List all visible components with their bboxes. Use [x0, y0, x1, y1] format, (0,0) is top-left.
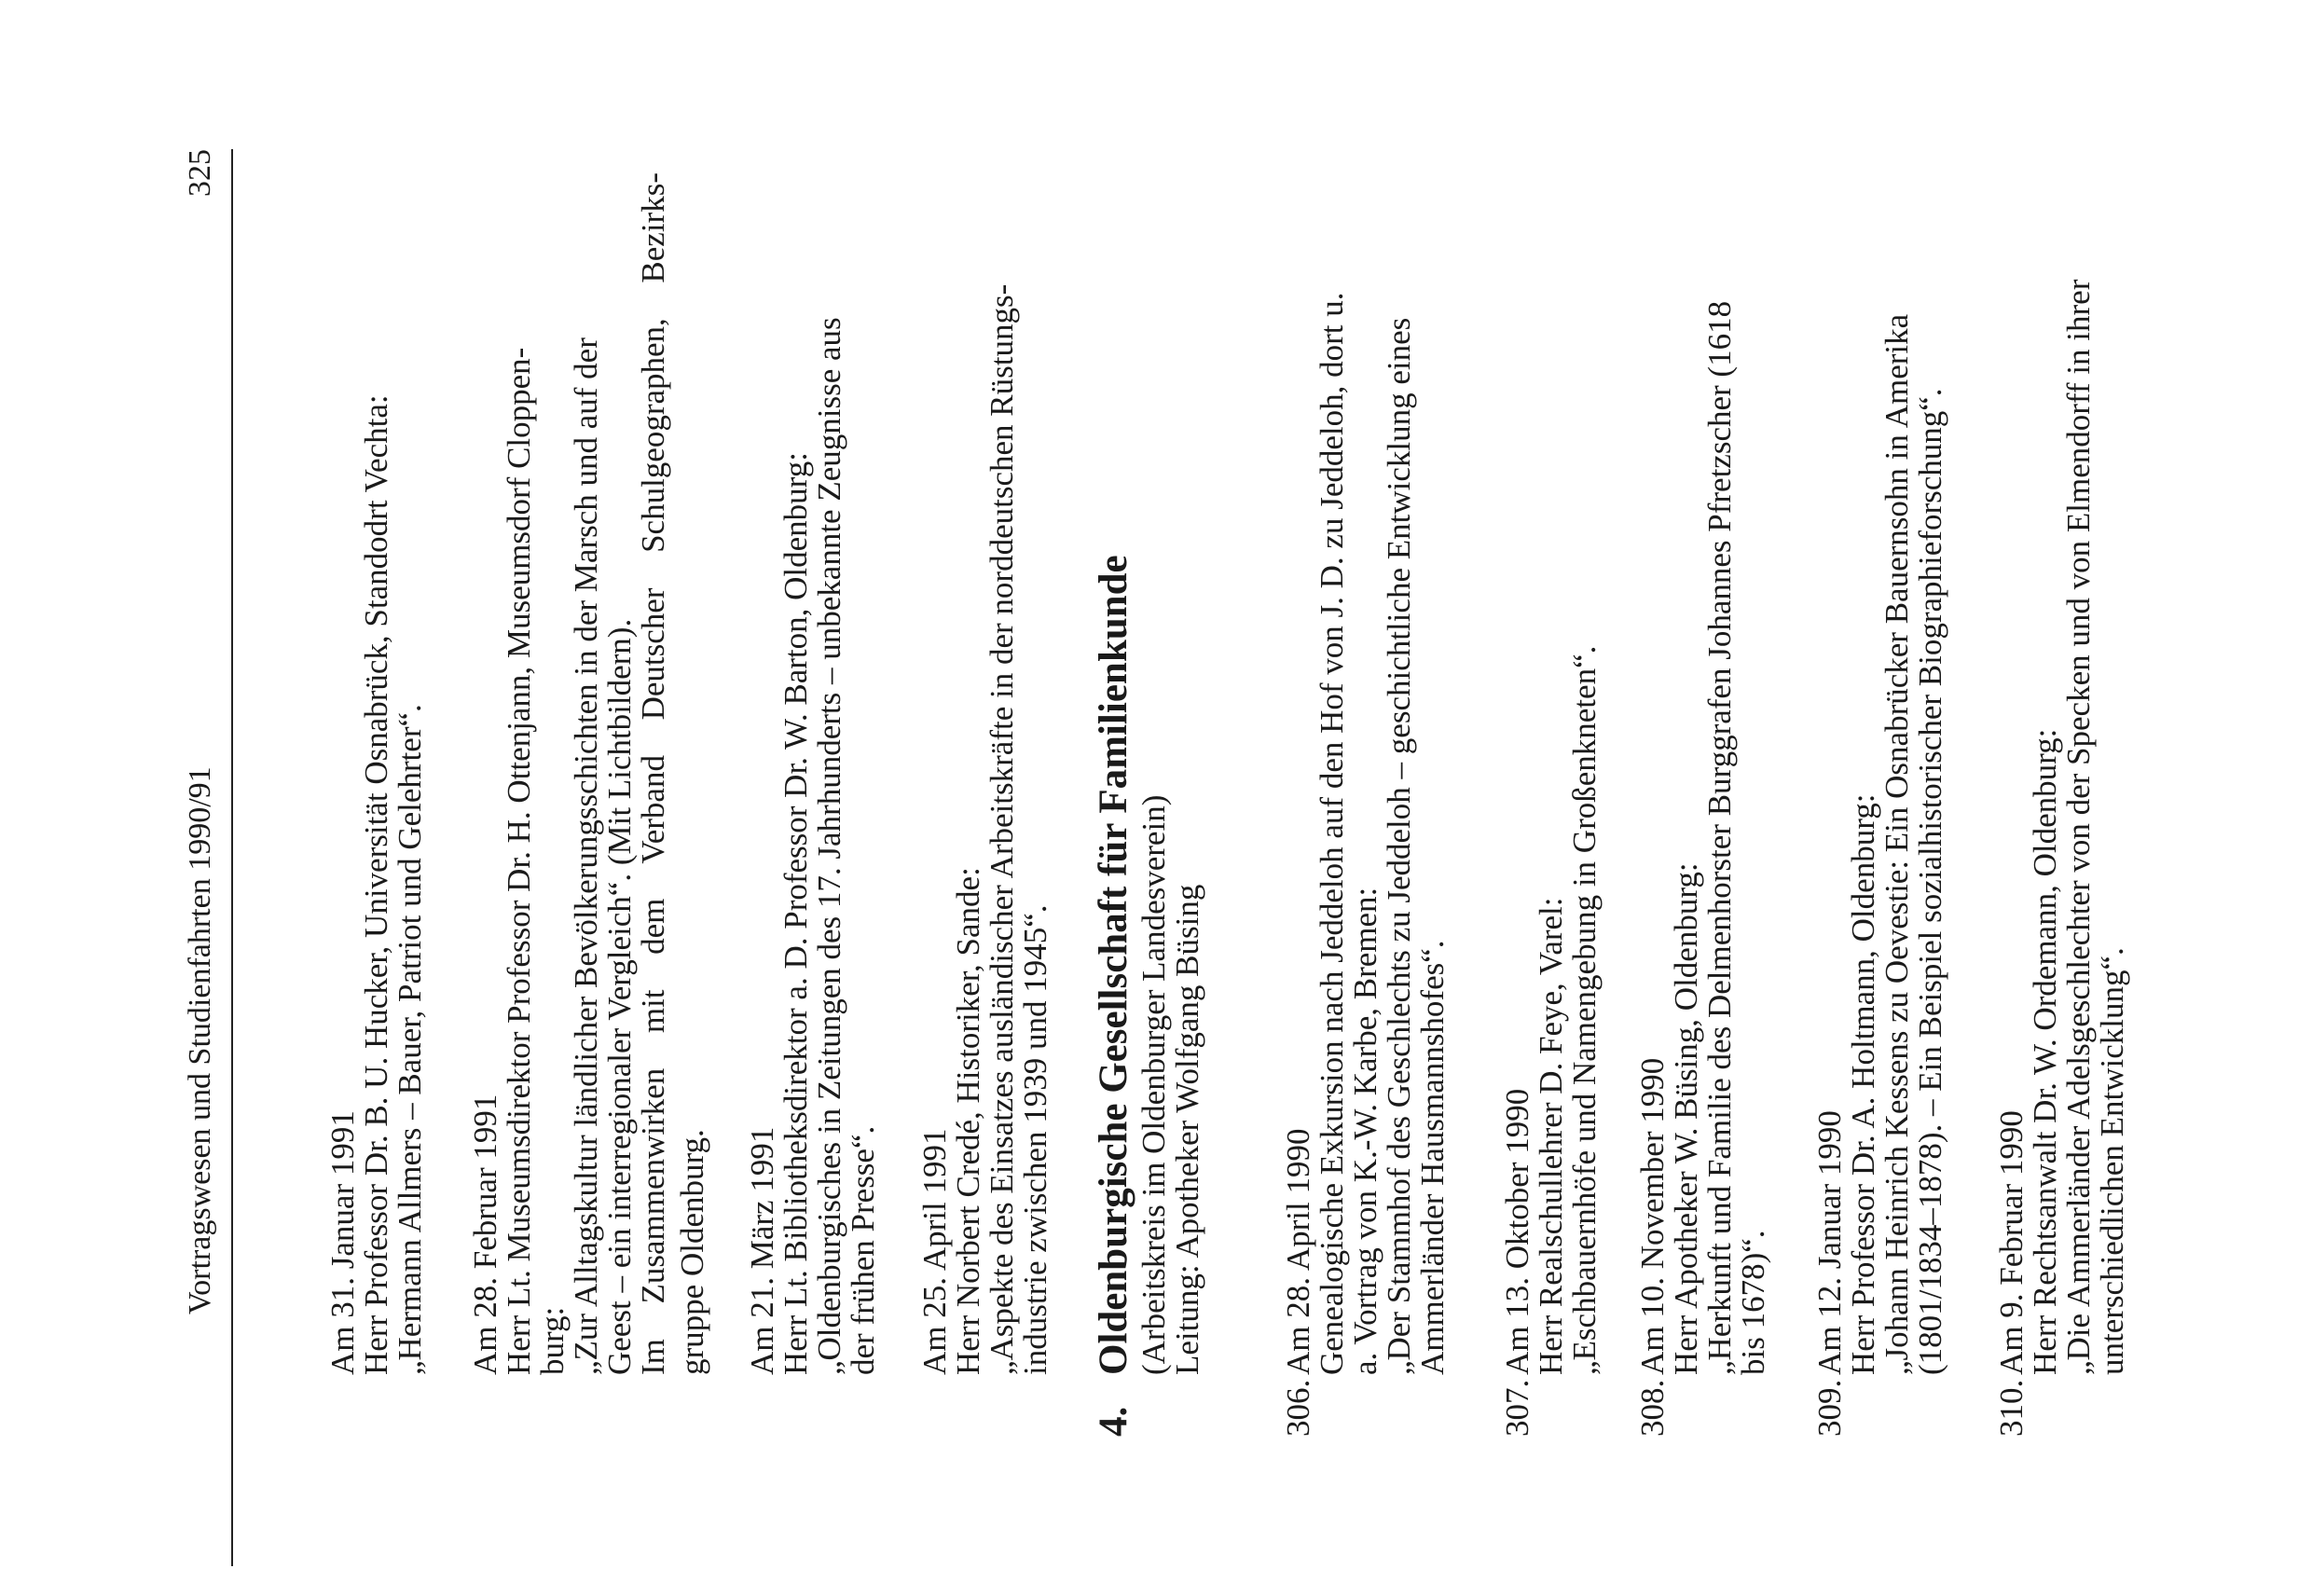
section-number: 4.	[1092, 1406, 1135, 1437]
entry-line: „Johann Heinrich Kessens zu Oevestie: Ein Osnabrücker Bauernsohn in Amerika	[1878, 313, 1915, 1375]
entry-line: Herr Realschullehrer D. Feye, Varel:	[1533, 897, 1569, 1375]
lecture-date: Am 28. Februar 1991	[467, 1094, 503, 1375]
entry-line: Genealogische Exkursion nach Jeddeloh auf den Hof von J. D. zu Jeddeloh, dort u.	[1314, 292, 1350, 1375]
lecture-speaker: Herr Lt. Museumsdirektor Professor Dr. H. Ottenjann, Museumsdorf Cloppen-	[501, 347, 537, 1375]
numbered-entry	[1280, 144, 1451, 1437]
lecture-date: Am 25. April 1991	[916, 1128, 953, 1375]
entry-number: 308.	[1634, 1379, 1671, 1437]
entry-line: unterschiedlichen Entwicklung“.	[2094, 947, 2130, 1375]
rotated-page	[149, 149, 2312, 1566]
entry-line: Herr Rechtsanwalt Dr. W. Ordemann, Oldenburg:	[2027, 728, 2063, 1375]
lecture-entry	[326, 144, 427, 1375]
numbered-entry	[1993, 144, 2130, 1437]
lecture-title-cont: industrie zwischen 1939 und 1945“.	[1017, 904, 1053, 1375]
lecture-speaker: Herr Professor Dr. B. U. Hucker, Universität Osnabrück, Standodrt Vechta:	[358, 394, 394, 1375]
entry-number: 309.	[1811, 1379, 1848, 1437]
lecture-entry	[469, 144, 709, 1375]
entry-line: Herr Apotheker W. Büsing, Oldenburg:	[1668, 862, 1704, 1375]
entry-line: Herr Professor Dr. A. Holtmann, Oldenburg:	[1845, 793, 1881, 1375]
lecture-speaker-cont: burg:	[534, 1306, 571, 1375]
section-heading	[1091, 163, 1205, 1437]
running-head	[177, 149, 224, 1566]
entry-line: „Die Ammerländer Adelsgeschlechter von der Specken und von Elmendorff in ihrer	[2060, 279, 2097, 1375]
entry-date: Am 10. November 1990	[1634, 1057, 1671, 1375]
entry-number: 310.	[1993, 1379, 2030, 1437]
entry-number: 307.	[1499, 1379, 1535, 1437]
entry-line: (1801/1834–1878). – Ein Beispiel sozialhistorischer Biographieforschung“.	[1912, 388, 1948, 1375]
section-subtitle: (Arbeitskreis im Oldenburger Landesverein)	[1135, 794, 1172, 1375]
lecture-title-cont: der frühen Presse“.	[845, 1125, 881, 1375]
numbered-entry	[1634, 144, 1771, 1437]
header-rule	[231, 149, 233, 1566]
lecture-entry	[746, 144, 880, 1375]
entry-date: Am 12. Januar 1990	[1811, 1110, 1848, 1375]
entry-line: „Herkunft und Familie des Delmenhorster Burggrafen Johannes Pfretzscher (1618	[1701, 300, 1738, 1375]
lecture-date: Am 21. März 1991	[744, 1126, 780, 1375]
entry-date: Am 13. Oktober 1990	[1499, 1088, 1535, 1375]
lecture-speaker: Herr Lt. Bibliotheksdirektor a. D. Professor Dr. W. Barton, Oldenburg:	[778, 452, 814, 1375]
page-number: 325	[183, 149, 217, 197]
section-title: Oldenburgische Gesellschaft für Familienkunde	[1092, 555, 1135, 1375]
lecture-note-cont: gruppe Oldenburg.	[674, 1129, 710, 1375]
lecture-entry	[918, 144, 1053, 1375]
section-leader: Leitung: Apotheker Wolfgang Büsing	[1169, 884, 1205, 1375]
entry-date: Am 28. April 1990	[1280, 1128, 1316, 1375]
numbered-entry	[1811, 144, 1948, 1437]
lecture-title: „Hermann Allmers – Bauer, Patriot und Gelehrter“.	[392, 704, 428, 1375]
lecture-title: „Oldenburgisches in Zeitungen des 17. Jahrhunderts – unbekannte Zeugnisse aus	[811, 317, 847, 1375]
lecture-note: Im Zusammenwirken mit dem Verband Deutscher Schulgeographen, Bezirks-	[635, 172, 671, 1375]
lecture-title: „Aspekte des Einsatzes ausländischer Arbeitskräfte in der norddeutschen Rüstungs-	[984, 283, 1020, 1375]
entry-date: Am 9. Februar 1990	[1993, 1110, 2030, 1375]
entry-line: bis 1678)“.	[1735, 1230, 1771, 1375]
lecture-title-cont: Geest – ein interregionaler Vergleich“. (Mit Lichtbildern).	[601, 618, 638, 1375]
numbered-entry	[1499, 144, 1603, 1437]
entry-number: 306.	[1280, 1379, 1316, 1437]
entry-line: „Eschbauernhöfe und Namengebung in Großenkneten“.	[1566, 645, 1603, 1375]
entry-line: „Der Stammhof des Geschlechts zu Jeddeloh – geschichtliche Entwicklung eines	[1381, 317, 1417, 1375]
entry-line: a. Vortrag von K.-W. Karbe, Bremen:	[1347, 887, 1383, 1375]
lecture-date: Am 31. Januar 1991	[324, 1110, 361, 1375]
lecture-speaker: Herr Norbert Credé, Historiker, Sande:	[950, 867, 986, 1375]
entry-line: Ammerländer Hausmannshofes“.	[1414, 940, 1451, 1375]
running-head-title: Vortragswesen und Studienfahrten 1990/91	[183, 766, 217, 1314]
lecture-title: „Zur Alltagskultur ländlicher Bevölkerungsschichten in der Marsch und auf der	[568, 337, 604, 1375]
